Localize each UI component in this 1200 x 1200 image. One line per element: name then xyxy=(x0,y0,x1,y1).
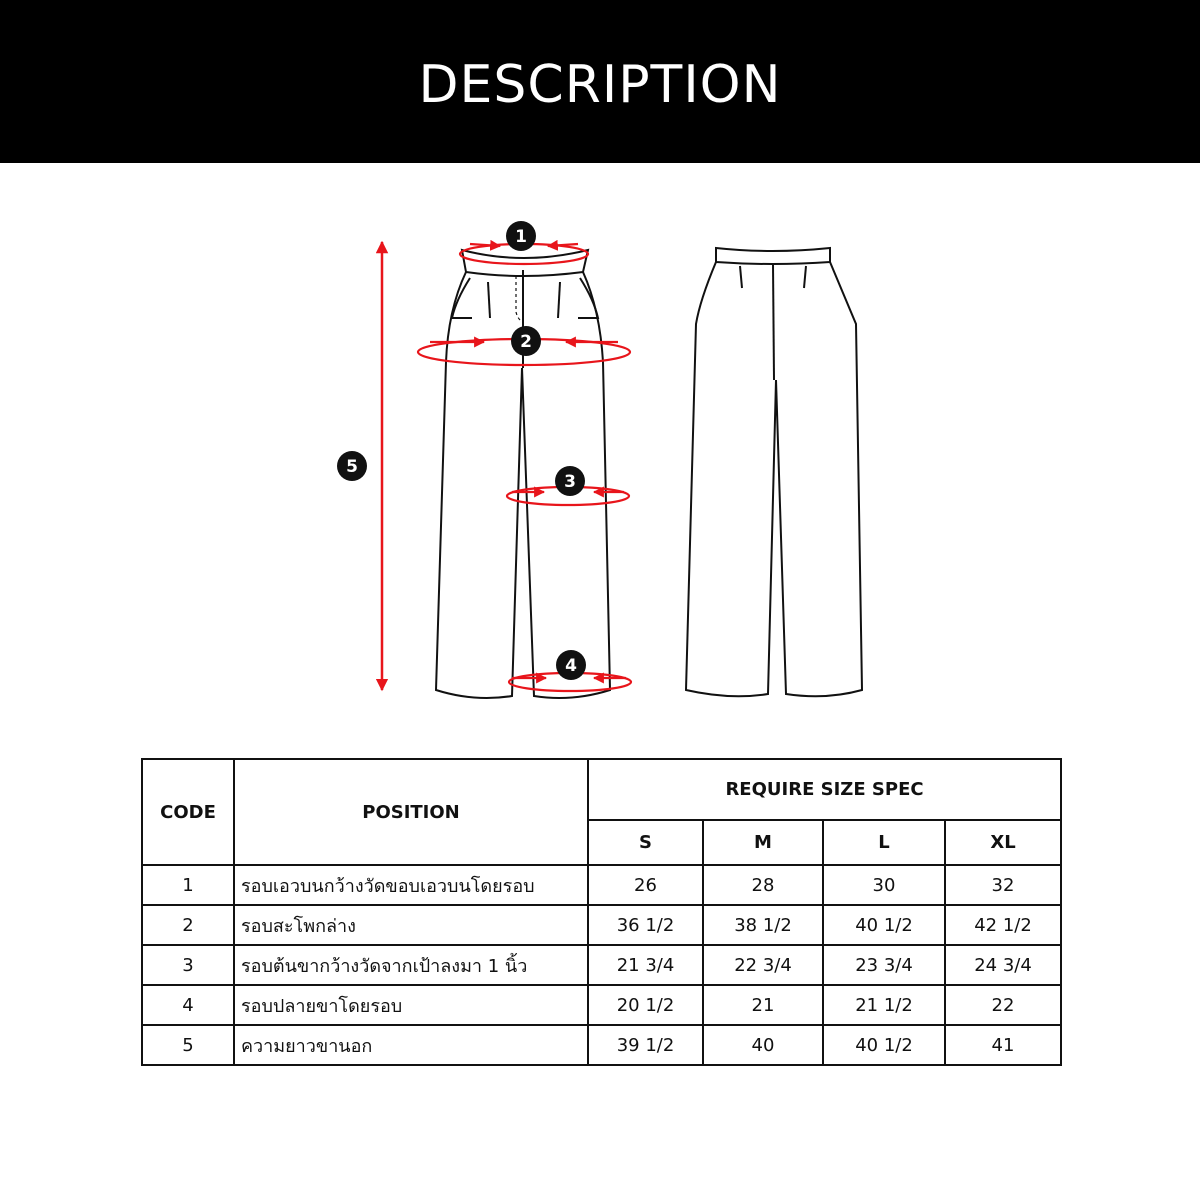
row-value-s: 21 3/4 xyxy=(588,945,703,985)
row-value-m: 21 xyxy=(703,985,823,1025)
size-header-xl: XL xyxy=(945,820,1061,865)
row-value-l: 21 1/2 xyxy=(823,985,945,1025)
row-code: 2 xyxy=(142,905,234,945)
row-value-l: 40 1/2 xyxy=(823,905,945,945)
table-row xyxy=(142,985,1061,1025)
marker-1 xyxy=(506,221,536,251)
front-view xyxy=(436,250,610,698)
svg-text:5: 5 xyxy=(346,457,358,477)
back-view xyxy=(686,248,862,696)
row-value-m: 22 3/4 xyxy=(703,945,823,985)
row-value-xl: 32 xyxy=(945,865,1061,905)
table-row xyxy=(142,905,1061,945)
svg-text:4: 4 xyxy=(565,656,577,676)
row-position: รอบปลายขาโดยรอบ xyxy=(234,985,588,1025)
row-code: 5 xyxy=(142,1025,234,1065)
row-value-s: 39 1/2 xyxy=(588,1025,703,1065)
table-row xyxy=(142,945,1061,985)
row-value-s: 20 1/2 xyxy=(588,985,703,1025)
page-title: DESCRIPTION xyxy=(418,54,782,115)
pants-diagram xyxy=(0,163,1200,743)
svg-text:1: 1 xyxy=(515,227,527,247)
row-code: 1 xyxy=(142,865,234,905)
table-row xyxy=(142,1025,1061,1065)
row-code: 4 xyxy=(142,985,234,1025)
table-row xyxy=(142,865,1061,905)
row-value-xl: 22 xyxy=(945,985,1061,1025)
size-header-l: L xyxy=(823,820,945,865)
position-header: POSITION xyxy=(234,759,588,865)
row-value-l: 23 3/4 xyxy=(823,945,945,985)
row-value-l: 40 1/2 xyxy=(823,1025,945,1065)
row-position: รอบต้นขากว้างวัดจากเป้าลงมา 1 นิ้ว xyxy=(234,945,588,985)
row-position: ความยาวขานอก xyxy=(234,1025,588,1065)
size-header-s: S xyxy=(588,820,703,865)
row-value-l: 30 xyxy=(823,865,945,905)
svg-text:2: 2 xyxy=(520,332,532,352)
row-value-xl: 24 3/4 xyxy=(945,945,1061,985)
row-position: รอบสะโพกล่าง xyxy=(234,905,588,945)
marker-5 xyxy=(337,451,367,481)
row-position: รอบเอวบนกว้างวัดขอบเอวบนโดยรอบ xyxy=(234,865,588,905)
row-value-xl: 41 xyxy=(945,1025,1061,1065)
row-value-m: 40 xyxy=(703,1025,823,1065)
row-value-m: 38 1/2 xyxy=(703,905,823,945)
row-value-s: 36 1/2 xyxy=(588,905,703,945)
size-spec-table xyxy=(141,758,1062,1066)
svg-text:3: 3 xyxy=(564,472,576,492)
marker-4 xyxy=(556,650,586,680)
marker-3 xyxy=(555,466,585,496)
size-spec-header: REQUIRE SIZE SPEC xyxy=(588,759,1061,820)
row-value-xl: 42 1/2 xyxy=(945,905,1061,945)
measurement-lines xyxy=(382,242,631,691)
header-bar xyxy=(0,0,1200,163)
pants-illustration xyxy=(0,163,1200,743)
row-value-s: 26 xyxy=(588,865,703,905)
row-code: 3 xyxy=(142,945,234,985)
code-header: CODE xyxy=(142,759,234,865)
size-header-m: M xyxy=(703,820,823,865)
marker-2 xyxy=(511,326,541,356)
row-value-m: 28 xyxy=(703,865,823,905)
